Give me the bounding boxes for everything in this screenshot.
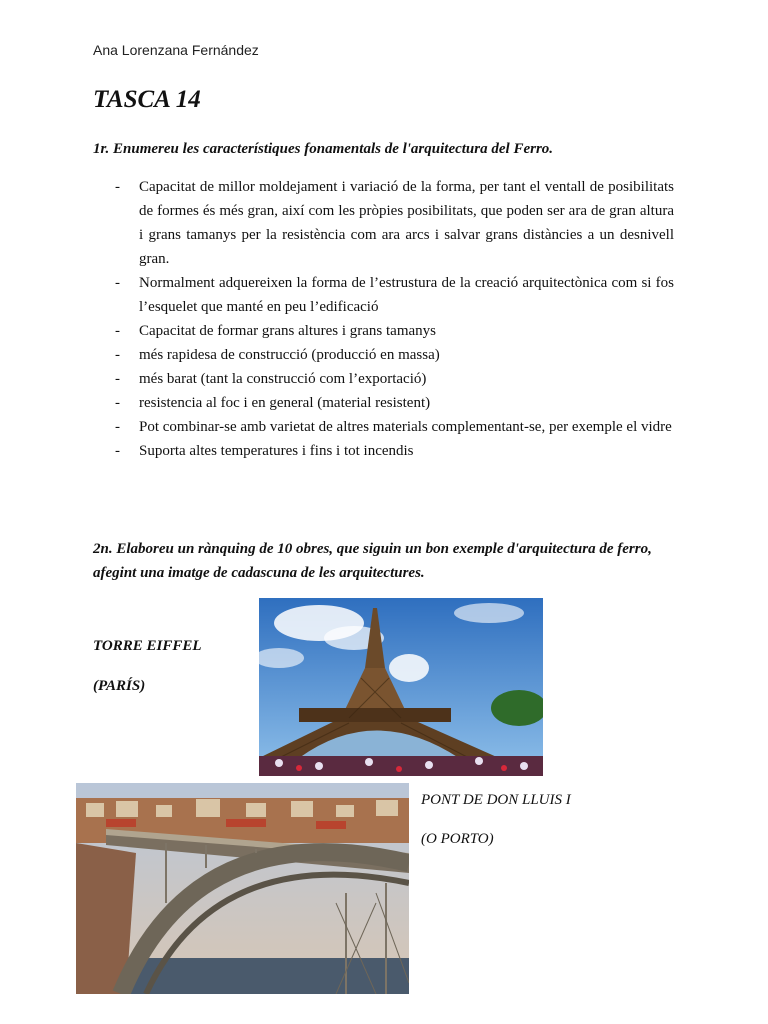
list-item-text: Capacitat de formar grans altures i grans tamanys bbox=[139, 323, 436, 339]
eiffel-tower-photo bbox=[259, 598, 543, 776]
don-lluis-bridge-photo bbox=[76, 783, 409, 994]
characteristics-list bbox=[93, 175, 674, 463]
list-item-text: més barat (tant la construcció com l’exportació) bbox=[139, 371, 427, 387]
list-item bbox=[93, 175, 674, 271]
work-2-name: PONT DE DON LLUIS I bbox=[421, 792, 571, 808]
list-item bbox=[93, 415, 674, 439]
list-item bbox=[93, 319, 674, 343]
list-item-text: Suporta altes temperatures i fins i tot incendis bbox=[139, 443, 414, 459]
bullet-dash: - bbox=[115, 275, 120, 291]
bullet-dash: - bbox=[115, 419, 120, 435]
work-1-name: TORRE EIFFEL bbox=[93, 638, 202, 654]
list-item bbox=[93, 343, 674, 367]
bullet-dash: - bbox=[115, 371, 120, 387]
list-item bbox=[93, 439, 674, 463]
bullet-dash: - bbox=[115, 443, 120, 459]
list-item-text: Normalment adquereixen la forma de l’estrustura de la creació arquitectònica com si fos l’esquelet que manté en peu l’edificació bbox=[139, 275, 674, 315]
bullet-dash: - bbox=[115, 179, 120, 195]
bullet-dash: - bbox=[115, 347, 120, 363]
list-item bbox=[93, 391, 674, 415]
author-name: Ana Lorenzana Fernández bbox=[93, 42, 259, 58]
question-2: 2n. Elaboreu un rànquing de 10 obres, que siguin un bon exemple d'arquitectura de ferro, afegint una imatge de cadascuna de les arquitectures. bbox=[93, 541, 652, 581]
list-item-text: resistencia al foc i en general (material resistent) bbox=[139, 395, 431, 411]
bullet-dash: - bbox=[115, 323, 120, 339]
work-2-city: (O PORTO) bbox=[421, 831, 494, 847]
work-1-city: (PARÍS) bbox=[93, 678, 146, 694]
list-item bbox=[93, 367, 674, 391]
list-item-text: Pot combinar-se amb varietat de altres materials complementant-se, per exemple el vidre bbox=[139, 419, 672, 435]
list-item-text: més rapidesa de construcció (producció en massa) bbox=[139, 347, 440, 363]
bullet-dash: - bbox=[115, 395, 120, 411]
question-1: 1r. Enumereu les característiques fonamentals de l'arquitectura del Ferro. bbox=[93, 141, 554, 157]
list-item bbox=[93, 271, 674, 319]
list-item-text: Capacitat de millor moldejament i variació de la forma, per tant el ventall de posibilitats de formes és més gran, així com les pròpies posibilitats, que poden ser ara de gran altura i grans tamanys per la resistència com ara arcs i salvar grans distàncies a un desnivell gran. bbox=[139, 179, 674, 267]
page-title: TASCA 14 bbox=[93, 86, 201, 113]
